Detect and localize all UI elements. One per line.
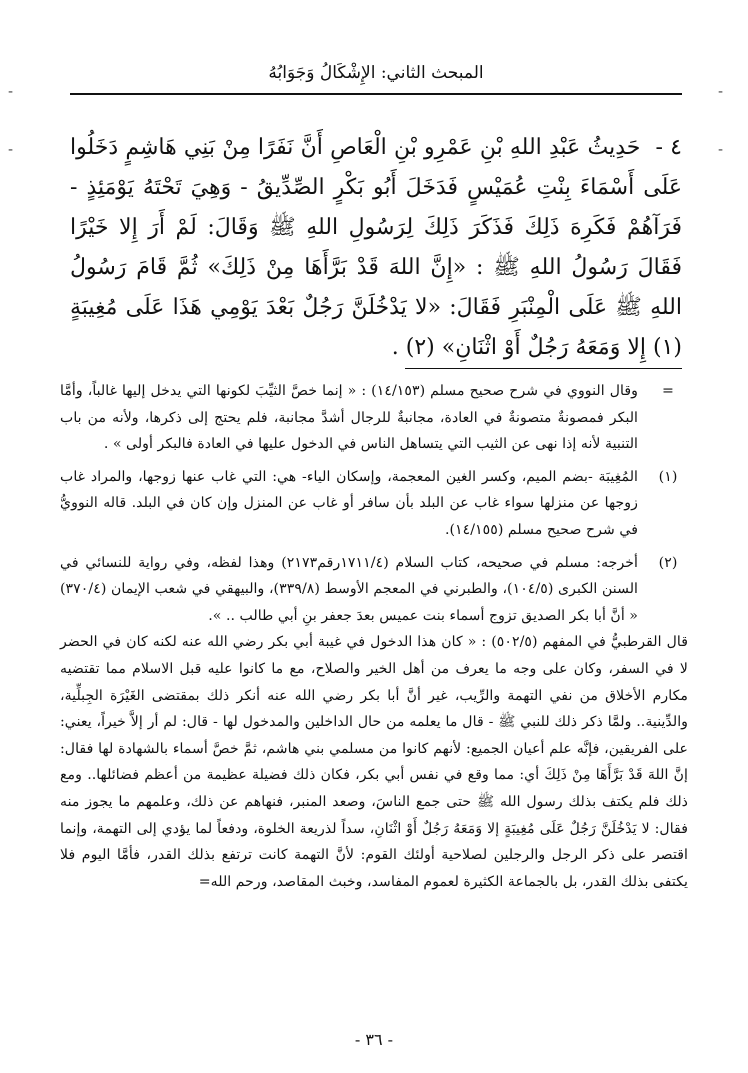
hadith-text: حَدِيثُ عَبْدِ اللهِ بْنِ عَمْرِو بْنِ الْعَاصِ أَنَّ نَفَرًا مِنْ بَنِي هَاشِمٍ دَخَلُوا عَلَى أَسْمَاءَ بِنْتِ عُمَيْسٍ فَدَخَلَ أَبُو بَكْرٍ الصِّدِّيقُ - وَهِيَ تَحْتَهُ يَوْمَئِذٍ - فَرَآهُمْ فَكَرِهَ ذَلِكَ فَذَكَرَ ذَلِكَ لِرَسُولِ اللهِ ﷺ وَقَالَ: لَمْ أَرَ إِلا خَيْرًا فَقَالَ رَسُولُ اللهِ ﷺ : «إِنَّ اللهَ قَدْ بَرَّأَهَا مِنْ ذَلِكَ» ثُمَّ قَامَ رَسُولُ اللهِ ﷺ عَلَى الْمِنْبَرِ فَقَالَ: «لا يَدْخُلَنَّ رَجُلٌ بَعْدَ يَوْمِي هَذَا عَلَى مُغِيبَةٍ (١) إِلا وَمَعَهُ رَجُلٌ أَوْ اثْنَانِ» (٢) . [70,135,682,360]
edge-mark-left-top: - [8,84,14,100]
running-head: المبحث الثاني: الإِشْكَالُ وَجَوَابُهُ [268,63,484,83]
footnote-carryover-mark: = [662,383,674,399]
footnote-2-mark: (٢) [658,554,678,571]
footnotes [60,378,688,895]
page-number: - ٣٦ - [354,1030,394,1049]
footnote-1 [60,464,688,544]
footnote-2 [60,550,688,630]
hadith-number: ٤ - [655,135,682,160]
footnote-carryover-text: وقال النووي في شرح صحيح مسلم (١٤/١٥٣) : « إنما خصَّ الثيِّبَ لكونها التي يدخل إليها غالباً، وأمَّا البكر فمصونةٌ متصونةٌ في العادة، مجانبةٌ للرجال أشدَّ مجانبة، فلم يحتج إلى ذكرها، ولأنه من باب التنبية لأنه إذا نهى عن الثيب التي يتساهل الناس في الدخول عليها في العادة فالبكر أولى » . [60,383,638,453]
footnote-rule [405,368,682,369]
edge-mark-right-mid: - [718,142,724,158]
footnote-2-text: أخرجه: مسلم في صحيحه، كتاب السلام (١٧١١/٤رقم٢١٧٣) وهذا لفظه، وفي رواية للنسائي في السنن الكبرى (١٠٤/٥)، والطبرني في المعجم الأوسط (٣٣٩/٨)، والبيهقي في شعب الإيمان (٣٧٠/٤) « أنَّ أبا بكر الصديق تزوج أسماء بنت عميس بعدَ جعفر بنِ أبي طالب .. ». [60,554,638,624]
hadith-paragraph [70,128,682,368]
header-rule [70,93,682,95]
footnote-2-continuation: قال القرطبيُّ في المفهم (٥٠٢/٥) : « كان هذا الدخول في غيبة أبي بكر رضي الله عنه لكنه كان في الحضر لا في السفر، وكان على وجه ما يعرف من أهل الخير والصلاح، مع ما كانوا عليه قبل الاسلام مما تقتضيه مكارم الأخلاق من نفي التهمة والرِّيب، غير أنَّ أبا بكر رضي الله عنه أنكر ذلك بمقتضى الغَيْرَة الجِبلِّية، والدِّينية.. ولمَّا ذكر ذلك للنبي ﷺ - قال ما يعلمه من حال الداخلين والمدخول لها - قال: لم أر إلاَّ خيراً، يعني: على الفريقين، فإنَّه علم أعيان الجميع: لأنهم كانوا من مسلمي بني هاشم، ثمَّ خصَّ أسماء بالشهادة لها فقال: إنَّ اللهَ قَدْ بَرَّأَهَا مِنْ ذَلِكَ أي: مما وقع في نفس أبي بكر، فكان ذلك فضيلة عظيمة من أعظم فضائلها.. ومع ذلك فلم يكتف بذلك رسول الله ﷺ حتى جمع الناسَ، وصعد المنبر، فنهاهم عن ذلك، وعلمهم ما يجوز منه فقال: لا يَدْخُلَنَّ رَجُلٌ عَلَى مُغِيبَةٍ إلا وَمَعَهُ رَجُلٌ أَوْ اثْنَانِ، سداً لذريعة الخلوة، ودفعاً لما يؤدي إلى التهمة، وإنما اقتصر على ذكر الرجل والرجلين لصلاحية أولئك القوم: لأنَّ التهمة كانت ترتفع بذلك القدر، فأمَّا اليوم فلا يكتفى بذلك القدر، بل بالجماعة الكثيرة لعموم المفاسد، وخبث المقاصد، ورحم الله= [60,634,688,890]
edge-mark-right-top: - [718,84,724,100]
edge-mark-left-mid: - [8,142,14,158]
footnote-1-text: المُغِيبَة -بضم الميم، وكسر الغين المعجمة، وإسكان الياء- هي: التي غاب عنها زوجها، والمراد غاب زوجها عن منزلها سواء غاب عن البلد بأن سافر أو غاب عن المنزل وإن كان في البلد. قاله النوويُّ في شرح صحيح مسلم (١٤/١٥٥). [60,468,638,538]
footnote-1-mark: (١) [658,468,678,485]
footnote-carryover [60,378,688,458]
